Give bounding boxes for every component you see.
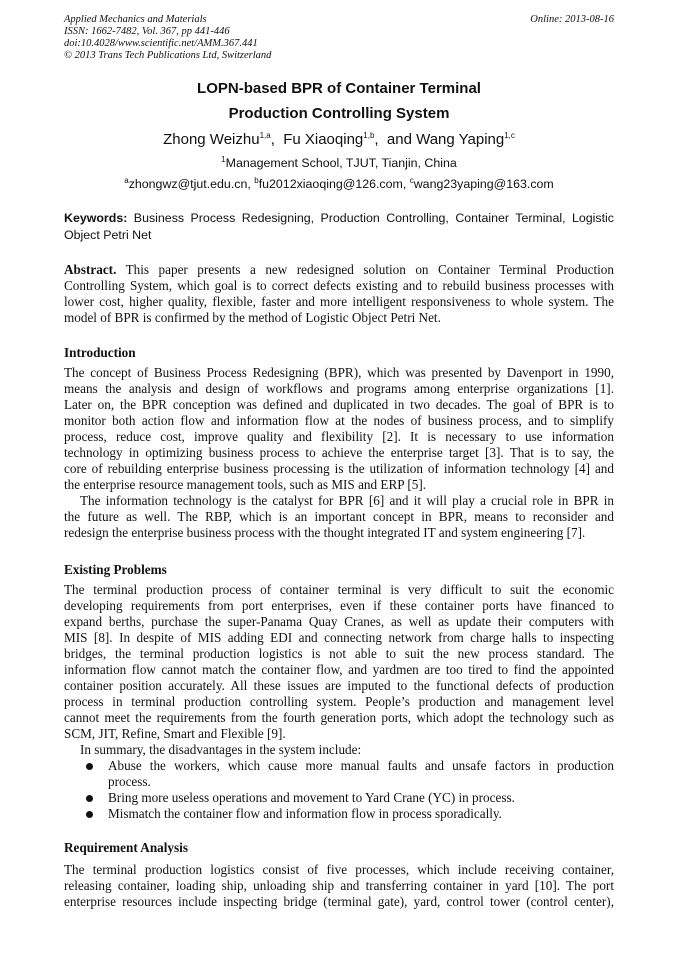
- emails: [0, 176, 678, 191]
- author: Zhong Weizhu: [163, 131, 260, 148]
- aff-text: Management School, TJUT, Tianjin, China: [225, 156, 457, 171]
- text-line: process in terminal production controlling system. People’s production and management level: [64, 694, 614, 709]
- summary-line: In summary, the disadvantages in the system include:: [80, 742, 362, 757]
- text-line: Later on, the BPR conception was defined and duplicated in two decades. The goal of BPR is to: [64, 397, 614, 412]
- introduction-body: [64, 365, 614, 541]
- text-line: enterprise resources include inspecting bridge (terminal gate), yard, control tower (control center),: [64, 894, 614, 909]
- keywords-text: Business Process Redesigning, Production Controlling, Container Terminal, Logistic: [127, 211, 614, 225]
- doi: doi:10.4028/www.scientific.net/AMM.367.441: [64, 38, 258, 49]
- text-line: lower cost, higher quality, flexible, faster and more intelligent responsiveness to whole system. The: [64, 294, 614, 309]
- text-line: model of BPR is confirmed by the method of Logistic Object Petri Net.: [64, 310, 441, 325]
- text-line: developing requirements from port enterprises, even if these container ports have financed to: [64, 598, 614, 613]
- abstract: [64, 262, 614, 326]
- text-line: MIS [8]. In despite of MIS adding EDI and connecting network from charge halls to inspecting: [64, 630, 614, 645]
- email-sup: b: [254, 176, 259, 185]
- author-sup: 1,a: [259, 131, 271, 140]
- author-sup: 1,c: [504, 131, 515, 140]
- bullet-text: process.: [108, 774, 151, 789]
- email: fu2012xiaoqing@126.com,: [258, 177, 410, 192]
- author-sup: 1,b: [363, 131, 375, 140]
- text-line: releasing container, loading ship, unloading ship and transferring container in yard [10]. The port: [64, 878, 614, 893]
- bullet-text: Bring more useless operations and movement to Yard Crane (YC) in process.: [108, 790, 515, 805]
- text-line: the future as well. The RBP, which is an important concept in BPR, means to reconsider and: [64, 509, 614, 524]
- text-line: The terminal production logistics consist of five processes, which include receiving container,: [64, 862, 614, 877]
- affiliation: [0, 155, 678, 170]
- text-line: means the analysis and design of workflows and programs among enterprise organizations [1].: [64, 381, 614, 396]
- text-line: Controlling System, which goal is to correct defects existing and to rebuild business processes with: [64, 278, 614, 293]
- title-line: LOPN-based BPR of Container Terminal: [197, 80, 481, 97]
- bullet-icon: [86, 763, 93, 770]
- text-line: bridges, the terminal production logistics is not able to suit the new process standard. The: [64, 646, 614, 661]
- email: zhongwz@tjut.edu.cn,: [128, 177, 255, 192]
- requirement-body: [64, 862, 614, 910]
- bullet-item: [64, 790, 614, 806]
- bullet-text: Mismatch the container flow and information flow in process sporadically.: [108, 806, 502, 821]
- author: Fu Xiaoqing: [283, 131, 364, 148]
- text-line: The terminal production process of container terminal is very difficult to suit the economic: [64, 582, 614, 597]
- bullet-item: [64, 758, 614, 774]
- paper-title: [0, 80, 678, 122]
- bullet-text: Abuse the workers, which cause more manual faults and unsafe factors in production: [108, 758, 614, 773]
- online-date: Online: 2013-08-16: [530, 14, 614, 25]
- bullet-item: [64, 806, 614, 822]
- text-line: technology in optimizing business process to achieve the enterprise target [3]. That is to say, the: [64, 445, 614, 460]
- text-line: redesign the enterprise business process with the thought integrated IT and system engineering [7].: [64, 525, 586, 540]
- text-line: SCM, JIT, Refine, Smart and Flexible [9].: [64, 726, 286, 741]
- journal-header: [64, 14, 271, 62]
- text-line: the enterprise resource management tools, such as MIS and ERP [5].: [64, 477, 427, 492]
- copyright: © 2013 Trans Tech Publications Ltd, Switzerland: [64, 50, 272, 61]
- bullet-icon: [86, 795, 93, 802]
- author: and Wang Yaping: [386, 131, 505, 148]
- authors: Zhong Weizhu$^{1,a}$, Fu Xiaoqing$^{1,b}$, and Wang Yaping$^{1,c}$: [163, 131, 515, 148]
- text-line: cannot meet the requirements from the fourth generation ports, which adopt the technology such as: [64, 710, 614, 725]
- abstract-text: This paper presents a new redesigned solution on Container Terminal Production: [116, 262, 614, 277]
- bullet-icon: [86, 811, 93, 818]
- email-sup: c: [409, 176, 414, 185]
- keywords: [64, 210, 614, 243]
- aff-sup: 1: [221, 155, 226, 164]
- existing-problems-body: [64, 582, 614, 822]
- section-heading-existing-problems: Existing Problems: [64, 562, 167, 577]
- section-heading-introduction: Introduction: [64, 345, 136, 360]
- text-line: core of rebuilding enterprise business processing is the utilization of information technology [4] and: [64, 461, 614, 476]
- journal-name: Applied Mechanics and Materials: [64, 14, 207, 25]
- text-line: monitor both action flow and information flow at the nodes of business process, and to simplify: [64, 413, 614, 428]
- title-line: Production Controlling System: [228, 105, 450, 122]
- email-sup: a: [124, 176, 129, 185]
- section-heading-requirement-analysis: Requirement Analysis: [64, 840, 188, 855]
- text-line: process, reduce cost, improve quality and flexibility [2]. It is necessary to use information: [64, 429, 614, 444]
- text-line: information flow cannot match the container flow, and yardmen are too tired to find the appointed: [64, 662, 614, 677]
- abstract-label: Abstract.: [64, 262, 117, 277]
- keywords-label: Keywords:: [64, 211, 128, 225]
- keywords-text: Object Petri Net: [64, 228, 152, 242]
- text-line: The concept of Business Process Redesigning (BPR), which was presented by Davenport in 1990,: [64, 365, 614, 380]
- issn: ISSN: 1662-7482, Vol. 367, pp 441-446: [64, 26, 230, 37]
- text-line: container position accurately. All these issues are imputed to the functional defects of production: [64, 678, 614, 693]
- text-line: The information technology is the catalyst for BPR [6] and it will play a crucial role in BPR in: [80, 493, 614, 508]
- bullet-item: [64, 774, 614, 790]
- text-line: expand berths, purchase the super-Panama Quay Cranes, as well as update their computers with: [64, 614, 614, 629]
- email: wang23yaping@163.com: [413, 177, 554, 192]
